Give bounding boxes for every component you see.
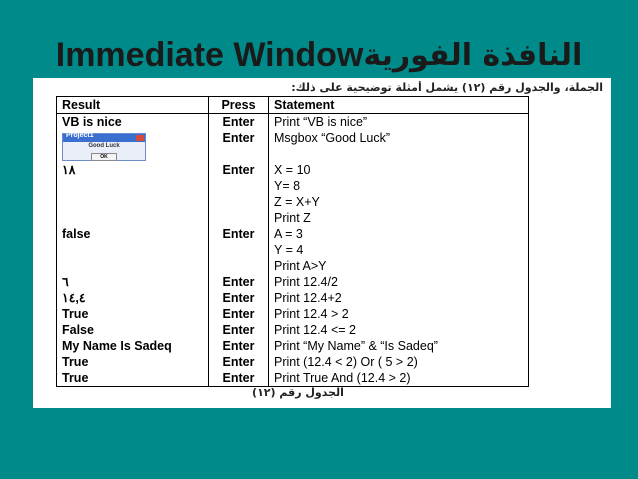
header-result: Result bbox=[57, 97, 209, 114]
header-press: Press bbox=[209, 97, 269, 114]
press-cell: Enter bbox=[209, 130, 269, 146]
result-cell bbox=[57, 178, 209, 194]
slide-title bbox=[0, 30, 638, 80]
arabic-intro-caption: الجملة، والجدول رقم (١٢) يشمل أمثلة توضيحية على ذلك: bbox=[291, 81, 603, 94]
statement-cell: Print 12.4 <= 2 bbox=[269, 322, 529, 338]
statement-cell: Print “My Name” & “Is Sadeq” bbox=[269, 338, 529, 354]
table-row bbox=[57, 242, 529, 258]
table-row bbox=[57, 130, 529, 146]
statement-cell: Print Z bbox=[269, 210, 529, 226]
statement-cell: Print “VB is nice” bbox=[269, 114, 529, 131]
header-statement: Statement bbox=[269, 97, 529, 114]
statement-cell: A = 3 bbox=[269, 226, 529, 242]
scanned-page-panel bbox=[33, 78, 611, 408]
table-row bbox=[57, 322, 529, 338]
close-icon bbox=[136, 135, 144, 141]
press-cell: Enter bbox=[209, 354, 269, 370]
result-cell: ١٤,٤ bbox=[57, 290, 209, 306]
statement-cell: Print 12.4 > 2 bbox=[269, 306, 529, 322]
statement-cell: Print True And (12.4 > 2) bbox=[269, 370, 529, 387]
table-row bbox=[57, 290, 529, 306]
table-row bbox=[57, 162, 529, 178]
result-cell bbox=[57, 210, 209, 226]
result-cell: False bbox=[57, 322, 209, 338]
statement-cell: Y= 8 bbox=[269, 178, 529, 194]
table-row bbox=[57, 194, 529, 210]
result-cell: ١٨ bbox=[57, 162, 209, 178]
statement-cell: Z = X+Y bbox=[269, 194, 529, 210]
msgbox-text: Good Luck bbox=[88, 142, 120, 149]
msgbox-screenshot bbox=[62, 133, 146, 161]
press-cell bbox=[209, 178, 269, 194]
result-cell bbox=[57, 194, 209, 210]
table-row bbox=[57, 210, 529, 226]
press-cell bbox=[209, 194, 269, 210]
result-cell: True bbox=[57, 354, 209, 370]
press-cell: Enter bbox=[209, 226, 269, 242]
result-cell bbox=[57, 242, 209, 258]
press-cell bbox=[209, 242, 269, 258]
msgbox-titlebar bbox=[63, 131, 145, 142]
table-caption: الجدول رقم (١٢) bbox=[252, 386, 344, 399]
table-row bbox=[57, 354, 529, 370]
press-cell: Enter bbox=[209, 290, 269, 306]
press-cell: Enter bbox=[209, 338, 269, 354]
statement-cell: Print (12.4 < 2) Or ( 5 > 2) bbox=[269, 354, 529, 370]
result-cell: VB is nice bbox=[57, 114, 209, 131]
press-cell bbox=[209, 146, 269, 162]
press-cell: Enter bbox=[209, 322, 269, 338]
press-cell: Enter bbox=[209, 162, 269, 178]
result-cell: True bbox=[57, 306, 209, 322]
statement-cell: Print 12.4+2 bbox=[269, 290, 529, 306]
result-cell: True bbox=[57, 370, 209, 387]
msgbox-ok-button: OK bbox=[91, 153, 117, 161]
table-row bbox=[57, 306, 529, 322]
result-cell: My Name Is Sadeq bbox=[57, 338, 209, 354]
result-cell: false bbox=[57, 226, 209, 242]
press-cell: Enter bbox=[209, 274, 269, 290]
msgbox-title: Project1 bbox=[66, 131, 94, 139]
table-row bbox=[57, 338, 529, 354]
statement-cell: Msgbox “Good Luck” bbox=[269, 130, 529, 146]
result-cell: ٦ bbox=[57, 274, 209, 290]
press-cell: Enter bbox=[209, 114, 269, 131]
statement-cell: X = 10 bbox=[269, 162, 529, 178]
table-row bbox=[57, 258, 529, 274]
result-cell bbox=[57, 130, 209, 162]
statement-cell: Y = 4 bbox=[269, 242, 529, 258]
table-row bbox=[57, 178, 529, 194]
press-cell bbox=[209, 210, 269, 226]
table-row bbox=[57, 274, 529, 290]
slide-title-english: Immediate Window bbox=[55, 35, 364, 74]
table-header-row bbox=[57, 97, 529, 114]
press-cell: Enter bbox=[209, 306, 269, 322]
table-row bbox=[57, 226, 529, 242]
statement-cell: Print 12.4/2 bbox=[269, 274, 529, 290]
table-row bbox=[57, 370, 529, 387]
table-row bbox=[57, 114, 529, 131]
immediate-window-table bbox=[56, 96, 529, 387]
press-cell: Enter bbox=[209, 370, 269, 387]
press-cell bbox=[209, 258, 269, 274]
result-cell bbox=[57, 258, 209, 274]
statement-cell bbox=[269, 146, 529, 162]
statement-cell: Print A>Y bbox=[269, 258, 529, 274]
slide-title-arabic: النافذة الفورية bbox=[363, 37, 583, 73]
